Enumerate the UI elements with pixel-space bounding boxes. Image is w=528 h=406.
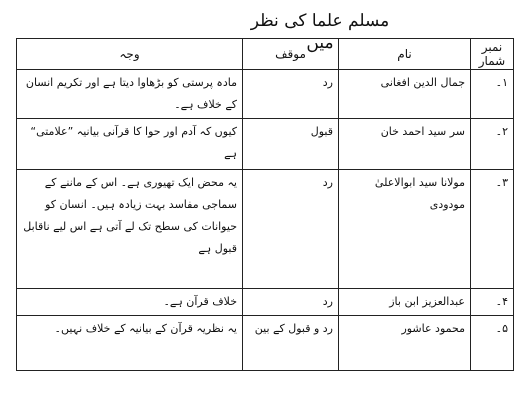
row-name: جمال الدین افغانی — [339, 70, 471, 119]
row-name: مولانا سید ابوالاعلیٰ مودودی — [339, 170, 471, 289]
header-position: موقف — [243, 39, 339, 70]
header-name: نام — [339, 39, 471, 70]
row-reason: یہ محض ایک تھیوری ہے۔ اس کے ماننے کے سماجی مفاسد بہت زیادہ ہیں۔ انسان کو حیوانات کی سطح تک لے آتی ہے اس لیے ناقابل قبول ہے — [17, 170, 243, 289]
row-position: قبول — [243, 119, 339, 170]
row-reason: یہ نظریہ قرآن کے بیانیہ کے خلاف نہیں۔ — [17, 316, 243, 371]
row-num: ۳۔ — [471, 170, 514, 289]
header-reason: وجہ — [17, 39, 243, 70]
page-title: مسلم علما کی نظر میں — [250, 11, 390, 53]
row-num: ۵۔ — [471, 316, 514, 371]
table-row — [17, 316, 514, 371]
row-position: رد — [243, 70, 339, 119]
header-num: نمبر شمار — [471, 39, 514, 70]
row-num: ۴۔ — [471, 289, 514, 316]
table-row — [17, 170, 514, 289]
table-row — [17, 119, 514, 170]
row-name: سر سید احمد خان — [339, 119, 471, 170]
row-reason: مادہ پرستی کو بڑھاوا دیتا ہے اور تکریم انسان کے خلاف ہے۔ — [17, 70, 243, 119]
row-reason: کیوں کہ آدم اور حوا کا قرآنی بیانیہ ”علامتی“ ہے — [17, 119, 243, 170]
scholars-table — [16, 38, 514, 371]
row-position: رد — [243, 289, 339, 316]
row-name: محمود عاشور — [339, 316, 471, 371]
row-position: رد و قبول کے بین — [243, 316, 339, 371]
row-position: رد — [243, 170, 339, 289]
row-reason: خلاف قرآن ہے۔ — [17, 289, 243, 316]
row-num: ۱۔ — [471, 70, 514, 119]
row-num: ۲۔ — [471, 119, 514, 170]
table-header-row — [17, 39, 514, 70]
table-row — [17, 289, 514, 316]
row-name: عبدالعزیز ابن باز — [339, 289, 471, 316]
table-row — [17, 70, 514, 119]
